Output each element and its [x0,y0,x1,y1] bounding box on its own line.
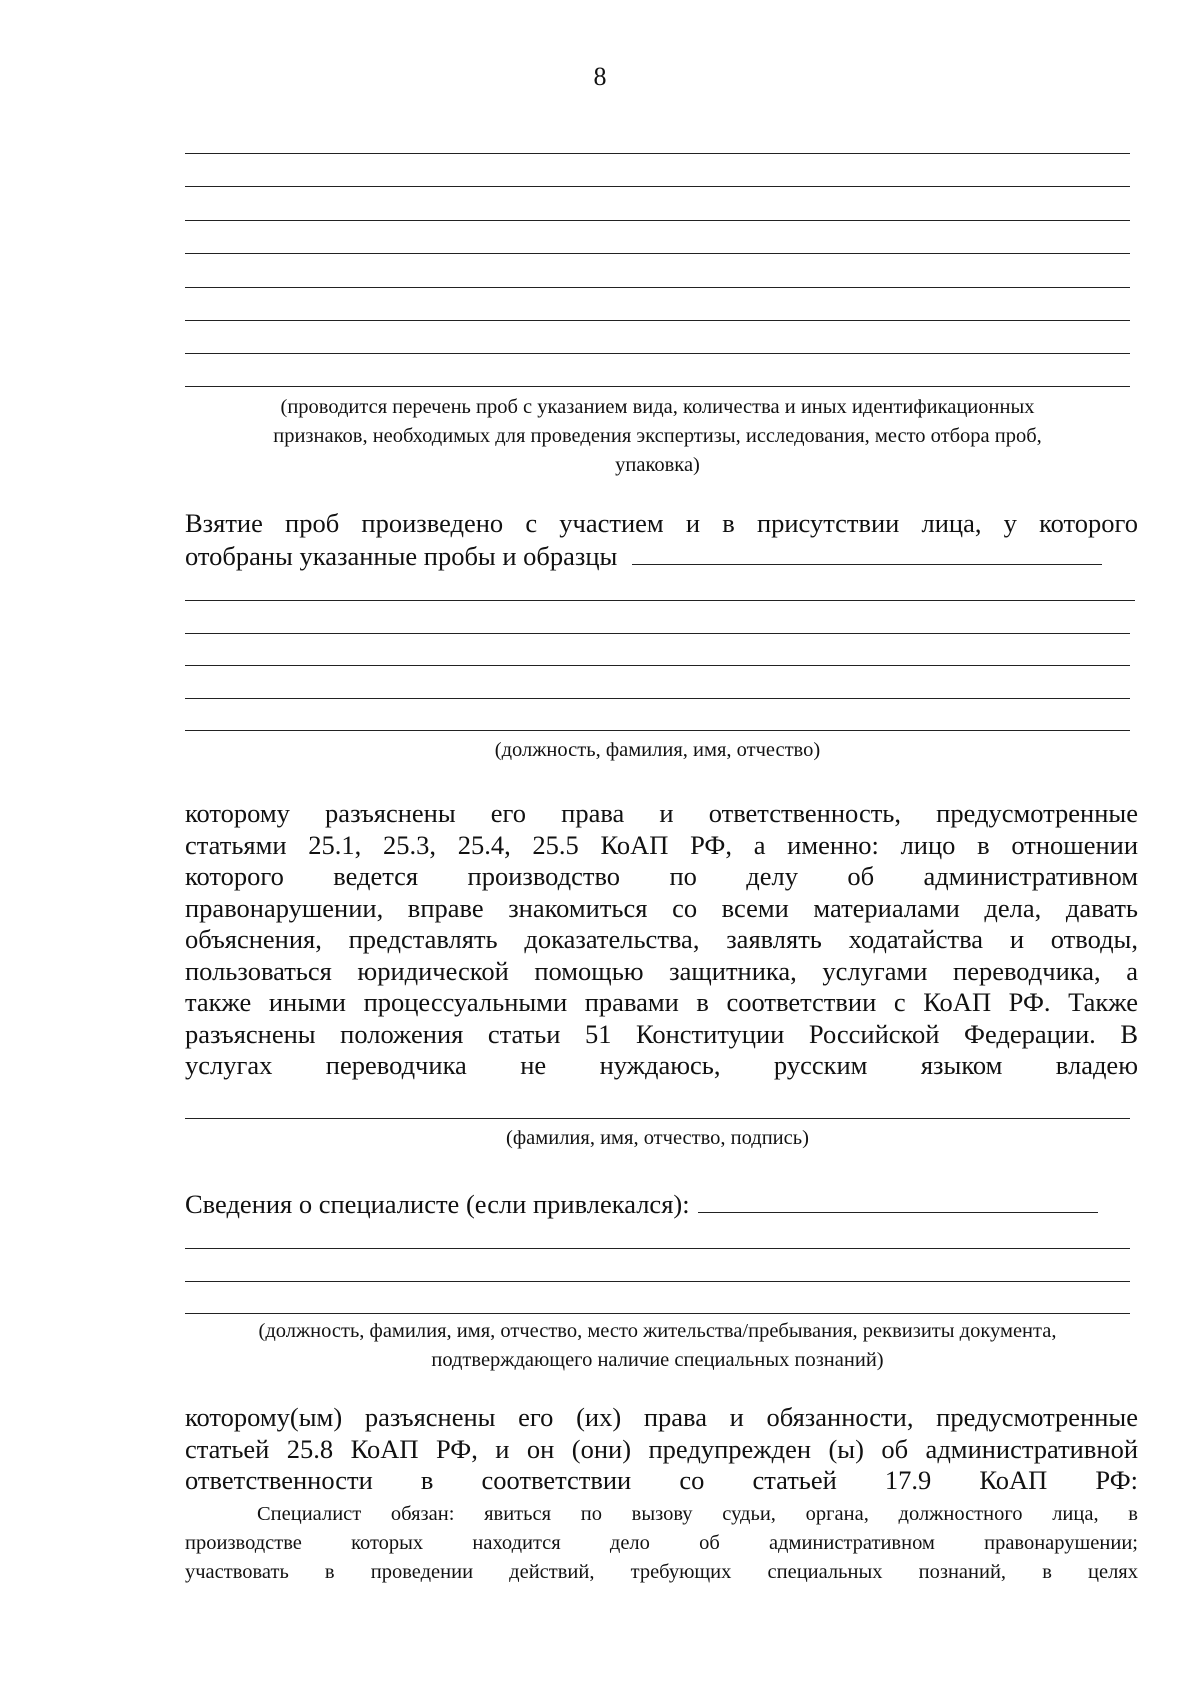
paragraph-line: участвовать в проведении действий, требующих специальных познаний, в целях [185,1561,1138,1583]
blank-line [185,665,1130,666]
specialist-label: Сведения о специалисте (если привлекался): [185,1189,690,1219]
statement-line: отобраны указанные пробы и образцы [185,541,618,571]
paragraph-line: также иными процессуальными правами в соответствии с КоАП РФ. Также [185,987,1138,1017]
caption-line: подтверждающего наличие специальных познаний) [431,1349,884,1371]
blank-line [185,1313,1130,1314]
blank-line [185,186,1130,187]
page-number: 8 [593,62,607,91]
rights-paragraph [185,798,1138,1082]
specialist-label-row [185,1188,1138,1221]
specialist-rights-paragraph [185,1402,1138,1497]
caption-line: (должность, фамилия, имя, отчество, место жительства/пребывания, реквизиты документа, [258,1320,1057,1342]
paragraph-line: статьями 25.1, 25.3, 25.4, 25.5 КоАП РФ, а именно: лицо в отношении [185,829,1138,860]
paragraph-line: статьей 25.8 КоАП РФ, и он (они) предупрежден (ы) об административной [185,1433,1138,1464]
blank-line [185,220,1130,221]
caption-line: упаковка) [615,454,700,476]
paragraph-line: Специалист обязан: явиться по вызову судьи, органа, должностного лица, в [257,1503,1138,1525]
signature-input-line[interactable] [185,1118,1130,1119]
caption-line: (проводится перечень проб с указанием вида, количества и иных идентификационных [280,396,1035,418]
specialist-input-line[interactable] [698,1188,1098,1213]
blank-line [185,730,1130,731]
paragraph-line: ответственности в соответствии со статьей 17.9 КоАП РФ: [185,1465,1138,1495]
paragraph-line: которого ведется производство по делу об административном [185,861,1138,891]
blank-line [185,1281,1130,1282]
person-caption: (должность, фамилия, имя, отчество) [494,739,821,761]
paragraph-line: объяснения, представлять доказательства, заявлять ходатайства и отводы, [185,924,1138,954]
blank-line [185,253,1130,254]
caption-line: признаков, необходимых для проведения экспертизы, исследования, место отбора проб, [273,425,1042,447]
blank-line [185,353,1130,354]
paragraph-line: правонарушении, вправе знакомиться со всеми материалами дела, давать [185,892,1138,923]
blank-line [185,600,1135,601]
blank-line [185,386,1130,387]
blank-line [185,287,1130,288]
blank-line [185,1248,1130,1249]
sampling-statement-line2 [185,540,1138,573]
blank-line [185,633,1130,634]
statement-line: Взятие проб произведено с участием и в присутствии лица, у которого [185,508,1138,538]
paragraph-line: разъяснены положения статьи 51 Конституции Российской Федерации. В [185,1018,1138,1049]
sampling-statement [185,508,1138,540]
signature-caption: (фамилия, имя, отчество, подпись) [506,1127,809,1149]
paragraph-line: которому разъяснены его права и ответственность, предусмотренные [185,798,1138,828]
paragraph-line: которому(ым) разъяснены его (их) права и обязанности, предусмотренные [185,1402,1138,1432]
blank-line [185,698,1130,699]
specialist-duties-paragraph [185,1500,1138,1587]
paragraph-line: пользоваться юридической помощью защитника, услугами переводчика, а [185,955,1138,986]
person-input-line[interactable] [632,540,1102,565]
specialist-caption [185,1317,1130,1375]
blank-line [185,153,1130,154]
paragraph-line: производстве которых находится дело об административном правонарушении; [185,1532,1138,1554]
paragraph-line: услугах переводчика не нуждаюсь, русским языком владею [185,1050,1138,1080]
samples-caption [185,393,1130,480]
blank-line [185,320,1130,321]
